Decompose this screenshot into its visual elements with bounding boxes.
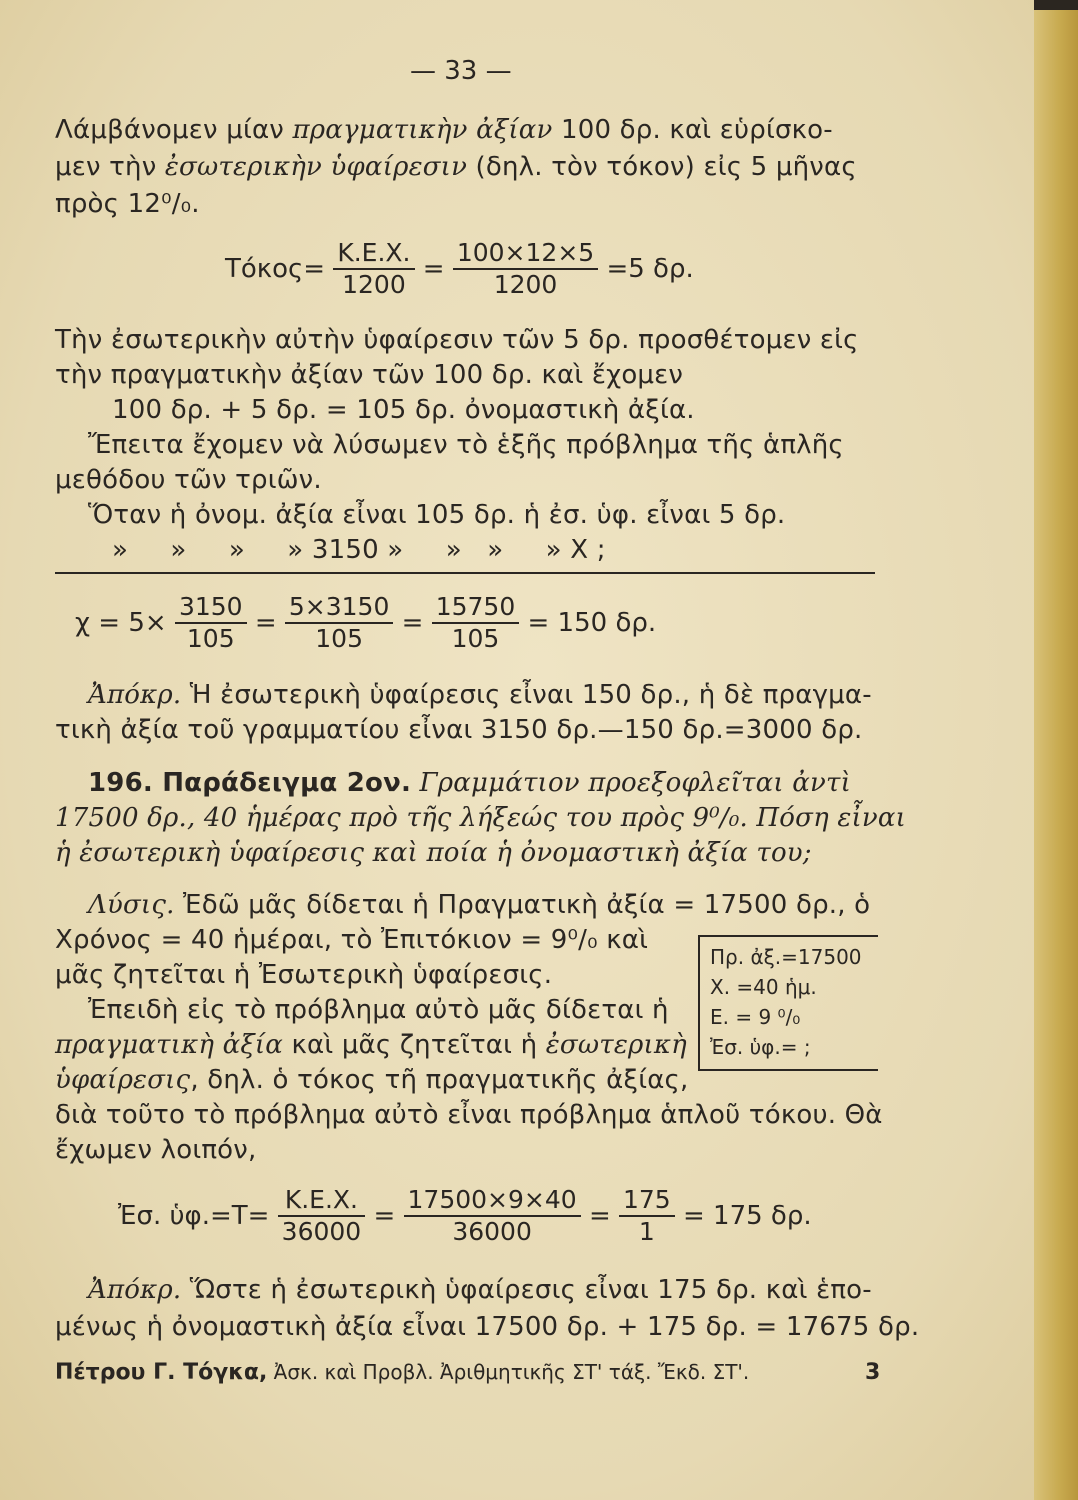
text-span: 100 δρ. καὶ εὑρίσκο- [552,115,833,145]
fraction [404,1185,581,1247]
numerator: 15750 [432,592,520,624]
italic-span: πραγματικὴ ἀξία [55,1030,284,1060]
fraction [175,592,247,654]
text-span: (δηλ. τὸν τόκον) εἰς 5 μῆνας [467,152,857,182]
box-row: Χ. =40 ἡμ. [710,975,817,999]
fraction [619,1185,675,1247]
fraction [285,592,393,654]
equation-label: Τόκος= [225,254,326,284]
divider [55,572,875,574]
box-row: Ε. = 9 ⁰/₀ [710,1005,801,1029]
denominator: 105 [451,624,500,653]
page-footer [55,1360,749,1385]
italic-span: ἐσωτερικὴ [545,1030,687,1060]
numerator: 17500×9×40 [404,1185,581,1217]
numerator: Κ.Ε.Χ. [278,1185,366,1217]
denominator: 36000 [281,1217,362,1246]
author-name: Πέτρου Γ. Τόγκα, [55,1360,268,1385]
text-line: διὰ τοῦτο τὸ πρόβλημα αὐτὸ εἶναι πρόβλημα ἁπλοῦ τόκου. Θὰ [55,1100,883,1130]
denominator: 1 [638,1217,655,1246]
text-span: καὶ μᾶς ζητεῖται ἡ [283,1030,546,1060]
equation-result: = 150 δρ. [527,608,657,638]
fraction [333,238,414,300]
equals-sign: = [254,608,277,638]
text-line: μεθόδου τῶν τριῶν. [55,465,322,495]
text-line: Τὴν ἐσωτερικὴν αὐτὴν ὑφαίρεσιν τῶν 5 δρ. προσθέτομεν εἰς [55,325,859,355]
equation-result: =5 δρ. [606,254,694,284]
equation-internal-discount [118,1185,812,1247]
text-line [55,152,857,182]
fraction [278,1185,366,1247]
numerator: 100×12×5 [453,238,598,270]
text-span: , δηλ. ὁ τόκος τῆ πραγματικῆς ἀξίας, [190,1065,689,1095]
equals-sign: = [588,1201,611,1231]
box-row: Ἐσ. ὑφ.= ; [710,1035,811,1059]
solution-label: Λύσις. [88,890,175,920]
equals-sign: = [373,1201,396,1231]
text-line [88,768,851,798]
denominator: 36000 [452,1217,532,1246]
answer-label: Ἀπόκρ. [88,680,182,710]
equation-label: Ἐσ. ὑφ.=Τ= [118,1201,270,1231]
book-title: Ἀσκ. καὶ Προβλ. Ἀριθμητικῆς ΣΤ' τάξ. Ἔκδ. ΣΤ'. [267,1360,750,1384]
denominator: 105 [315,624,363,653]
fraction [432,592,520,654]
italic-span: πραγματικὴν ἀξίαν [292,115,553,145]
equation-rule-of-three [75,592,656,654]
example-heading: 196. Παράδειγμα 2ον. [88,768,412,798]
text-line [88,680,872,710]
text-span: μεν τὴν [55,152,165,182]
numerator: 175 [619,1185,675,1217]
signature-mark: 3 [865,1360,881,1385]
equation-interest [225,238,694,300]
equals-sign: = [422,254,445,284]
text-line [55,1065,688,1095]
given-values-box [698,935,878,1071]
text-line: 100 δρ. + 5 δρ. = 105 δρ. ὀνομαστικὴ ἀξία. [112,395,695,425]
text-span: Λάμβάνομεν μίαν [55,115,293,145]
denominator: 1200 [342,270,406,299]
text-line: ἔχωμεν λοιπόν, [55,1135,257,1165]
text-line: ἡ ἐσωτερικὴ ὑφαίρεσις καὶ ποία ἡ ὀνομαστικὴ ἀξία του; [55,838,812,868]
text-line [88,1275,872,1305]
italic-span: Γραμμάτιον προεξοφλεῖται ἀντὶ [411,768,851,798]
equation-result: = 175 δρ. [682,1201,812,1231]
text-line: μᾶς ζητεῖται ἡ Ἐσωτερικὴ ὑφαίρεσις. [55,960,553,990]
text-line: 17500 δρ., 40 ἡμέρας πρὸ τῆς λήξεώς του πρὸς 9⁰/₀. Πόση εἶναι [55,803,907,833]
denominator: 105 [186,624,235,653]
text-line: τικὴ ἀξία τοῦ γραμματίου εἶναι 3150 δρ.—150 δρ.=3000 δρ. [55,715,863,745]
text-line: » » » » 3150 » » » » Χ ; [112,535,606,565]
text-span: Ἡ ἐσωτερικὴ ὑφαίρεσις εἶναι 150 δρ., ἡ δὲ πραγμα- [181,680,872,710]
italic-span: ἐσωτερικὴν ὑφαίρεσιν [164,152,468,182]
text-line: Ὅταν ἡ ὀνομ. ἀξία εἶναι 105 δρ. ἡ ἐσ. ὑφ. εἶναι 5 δρ. [88,500,786,530]
denominator: 1200 [493,270,558,299]
answer-label: Ἀπόκρ. [88,1275,182,1305]
text-span: Ὥστε ἡ ἐσωτερικὴ ὑφαίρεσις εἶναι 175 δρ. καὶ ἑπο- [181,1275,872,1305]
equation-label: χ = 5× [75,608,167,638]
box-row: Πρ. ἀξ.=17500 [710,945,862,969]
fraction [453,238,598,300]
equals-sign: = [401,608,424,638]
text-line [55,1030,687,1060]
text-line: τὴν πραγματικὴν ἀξίαν τῶν 100 δρ. καὶ ἔχομεν [55,360,684,390]
numerator: 5×3150 [285,592,393,624]
text-line: μένως ἡ ὀνομαστικὴ ἀξία εἶναι 17500 δρ. + 175 δρ. = 17675 δρ. [55,1312,920,1342]
numerator: Κ.Ε.Χ. [333,238,414,270]
numerator: 3150 [175,592,247,624]
text-line: Χρόνος = 40 ἡμέραι, τὸ Ἐπιτόκιον = 9⁰/₀ καὶ [55,925,649,955]
text-line [55,115,833,145]
text-line: πρὸς 12⁰/₀. [55,189,200,219]
italic-span: ὑφαίρεσις [55,1065,191,1095]
book-spine [1034,0,1078,1500]
text-line [88,890,870,920]
text-line: Ἐπειδὴ εἰς τὸ πρόβλημα αὐτὸ μᾶς δίδεται ἡ [88,995,669,1025]
page-number: — 33 — [410,56,512,86]
text-span: Ἐδῶ μᾶς δίδεται ἡ Πραγματικὴ ἀξία = 17500 δρ., ὁ [174,890,871,920]
top-edge-mark [1034,0,1078,10]
text-line: Ἔπειτα ἔχομεν νὰ λύσωμεν τὸ ἑξῆς πρόβλημα τῆς ἁπλῆς [88,430,844,460]
